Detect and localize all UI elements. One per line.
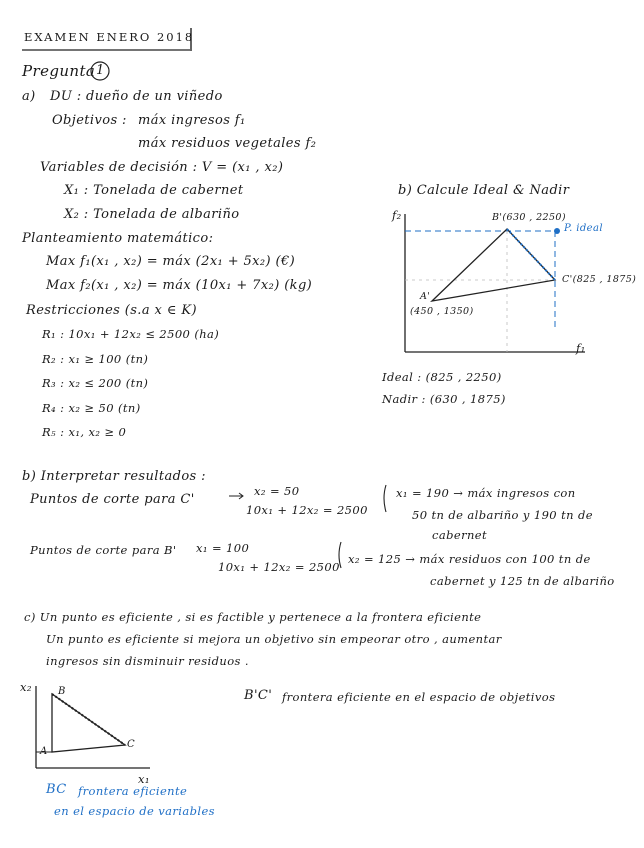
b-cut-label: Puntos de corte para B' [30, 543, 177, 557]
feasible-triangle [432, 229, 555, 301]
point-a-label: A' [420, 291, 431, 302]
constraint-r5: R₅ : x₁, x₂ ≥ 0 [42, 425, 127, 439]
c-result-3: cabernet [432, 528, 487, 542]
max-f2: Max f₂(x₁ , x₂) = máx (10x₁ + 7x₂) (kg) [46, 278, 313, 293]
nadir-value: Nadir : (630 , 1875) [382, 392, 506, 406]
ideal-value: Ideal : (825 , 2250) [382, 370, 502, 384]
b-equation-2: 10x₁ + 12x₂ = 2500 [218, 560, 340, 574]
objective-2: máx residuos vegetales f₂ [138, 136, 317, 151]
ideal-point-label: P. ideal [564, 223, 603, 234]
frontier-objective-label: B'C' [244, 688, 273, 703]
du-definition: DU : dueño de un viñedo [50, 89, 223, 104]
planteamiento-heading: Planteamiento matemático: [22, 231, 214, 246]
b-equation-1: x₁ = 100 [196, 541, 250, 555]
frontier-objective-text: frontera eficiente en el espacio de objetivos [282, 690, 556, 704]
frontier-variable-label: BC [46, 782, 67, 797]
question-heading: Pregunta [22, 62, 96, 80]
point-b-label: B'(630 , 2250) [492, 212, 566, 223]
variable-space-graph [36, 686, 150, 768]
frontier-variable-line-2: en el espacio de variables [54, 804, 215, 818]
b-result-1: x₂ = 125 → máx residuos con 100 tn de [348, 552, 591, 566]
c-equation-2: 10x₁ + 12x₂ = 2500 [246, 503, 368, 517]
part-c-line-1: c) Un punto es eficiente , si es factible y pertenece a la frontera eficiente [24, 610, 482, 624]
c-brace [384, 485, 386, 512]
c-equation-1: x₂ = 50 [254, 484, 300, 498]
x2-definition: X₂ : Tonelada de albariño [64, 207, 240, 222]
ideal-point [554, 228, 560, 234]
constraint-r1: R₁ : 10x₁ + 12x₂ ≤ 2500 (ha) [42, 327, 220, 341]
graph-x-label: f₁ [576, 341, 586, 355]
restricciones-heading: Restricciones (s.a x ∈ K) [26, 303, 197, 318]
c-result-1: x₁ = 190 → máx ingresos con [396, 486, 576, 500]
interp-heading: b) Interpretar resultados : [22, 469, 206, 484]
question-number: 1 [96, 63, 105, 78]
objectives-label: Objetivos : [52, 113, 127, 128]
point-a-coords: (450 , 1350) [410, 306, 474, 317]
b-result-2: cabernet y 125 tn de albariño [430, 574, 615, 588]
small-graph-x-label: x₁ [138, 772, 150, 786]
constraint-r2: R₂ : x₁ ≥ 100 (tn) [42, 352, 149, 366]
x1-definition: X₁ : Tonelada de cabernet [64, 183, 244, 198]
objective-1: máx ingresos f₁ [138, 113, 246, 128]
part-a-label: a) [22, 89, 36, 104]
graph-y-label: f₂ [392, 208, 402, 222]
objective-space-graph [405, 214, 585, 352]
constraint-r4: R₄ : x₂ ≥ 50 (tn) [42, 401, 141, 415]
decision-variables: Variables de decisión : V = (x₁ , x₂) [40, 160, 284, 175]
c-result-2: 50 tn de albariño y 190 tn de [412, 508, 593, 522]
part-c-line-3: ingresos sin disminuir residuos . [46, 654, 249, 668]
small-point-b: B [58, 686, 66, 697]
small-point-a: A [40, 746, 48, 757]
small-graph-y-label: x₂ [20, 680, 32, 694]
point-c-label: C'(825 , 1875) [562, 274, 637, 285]
small-point-c: C [127, 739, 136, 750]
frontier-variable-line-1: frontera eficiente [78, 784, 188, 798]
c-cut-label: Puntos de corte para C' [30, 492, 195, 507]
graph-title: b) Calcule Ideal & Nadir [398, 183, 570, 198]
max-f1: Max f₁(x₁ , x₂) = máx (2x₁ + 5x₂) (€) [46, 254, 296, 269]
constraint-r3: R₃ : x₂ ≤ 200 (tn) [42, 376, 149, 390]
page-title: EXAMEN ENERO 2018 [24, 30, 195, 44]
part-c-line-2: Un punto es eficiente si mejora un objetivo sin empeorar otro , aumentar [46, 632, 502, 646]
